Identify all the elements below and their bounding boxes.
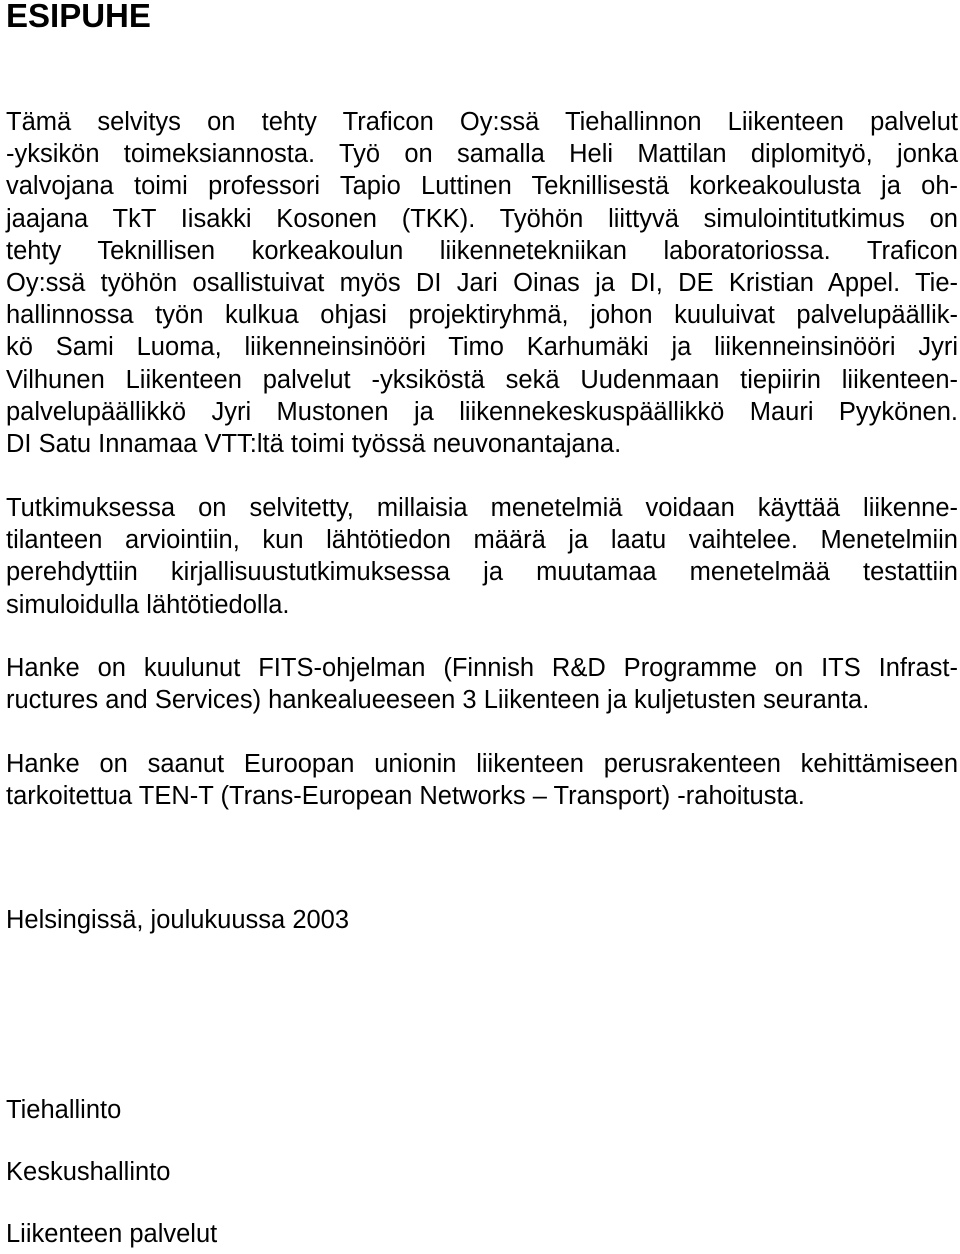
text-line: tarkoitettua TEN-T (Trans-European Networks – Transport) -rahoitusta. <box>6 782 805 811</box>
paragraph-research <box>6 492 958 621</box>
text-line: Hanke on saanut Euroopan unionin liikenteen perusrakenteen kehittämiseen <box>6 750 958 778</box>
paragraph-fits <box>6 652 958 716</box>
text-line: tilanteen arviointiin, kun lähtötiedon määrä ja laatu vaihtelee. Menetelmiin <box>6 526 958 555</box>
signature-department: Keskushallinto <box>6 1158 171 1186</box>
text-line: hallinnossa työn kulkua ohjasi projektiryhmä, johon kuuluivat palvelupäällik- <box>6 301 958 330</box>
signature-organization: Tiehallinto <box>6 1096 122 1124</box>
text-line: Vilhunen Liikenteen palvelut -yksiköstä sekä Uudenmaan tiepiirin liikenteen- <box>6 365 958 394</box>
text-line: perehdyttiin kirjallisuustutkimuksessa ja muutamaa menetelmää testattiin <box>6 558 958 587</box>
text-line: tehty Teknillisen korkeakoulun liikennetekniikan laboratoriossa. Traficon <box>6 236 958 265</box>
text-line: jaajana TkT Iisakki Kosonen (TKK). Työhön liittyvä simulointitutkimus on <box>6 204 958 233</box>
text-line: ructures and Services) hankealueeseen 3 Liikenteen ja kuljetusten seuranta. <box>6 686 870 715</box>
text-line: -yksikön toimeksiannosta. Työ on samalla Heli Mattilan diplomityö, jonka <box>6 140 958 169</box>
text-line: DI Satu Innamaa VTT:ltä toimi työssä neuvonantajana. <box>6 430 622 459</box>
paragraph-intro <box>6 106 958 460</box>
text-line: simuloidulla lähtötiedolla. <box>6 590 290 619</box>
text-line: Hanke on kuulunut FITS-ohjelman (Finnish R&D Programme on ITS Infrast- <box>6 654 958 682</box>
place-and-date: Helsingissä, joulukuussa 2003 <box>6 906 350 934</box>
text-line: palvelupäällikkö Jyri Mustonen ja liikennekeskuspäällikkö Mauri Pyykönen. <box>6 397 958 426</box>
text-line: Tämä selvitys on tehty Traficon Oy:ssä Tiehallinnon Liikenteen palvelut <box>6 108 958 136</box>
text-line: Oy:ssä työhön osallistuivat myös DI Jari Oinas ja DI, DE Kristian Appel. Tie- <box>6 269 958 298</box>
document-title: ESIPUHE <box>6 0 151 34</box>
text-line: kö Sami Luoma, liikenneinsinööri Timo Karhumäki ja liikenneinsinööri Jyri <box>6 333 958 362</box>
signature-unit: Liikenteen palvelut <box>6 1220 218 1248</box>
paragraph-funding <box>6 748 958 812</box>
text-line: Tutkimuksessa on selvitetty, millaisia menetelmiä voidaan käyttää liikenne- <box>6 494 958 522</box>
text-line: valvojana toimi professori Tapio Luttinen Teknillisestä korkeakoulusta ja oh- <box>6 172 958 201</box>
